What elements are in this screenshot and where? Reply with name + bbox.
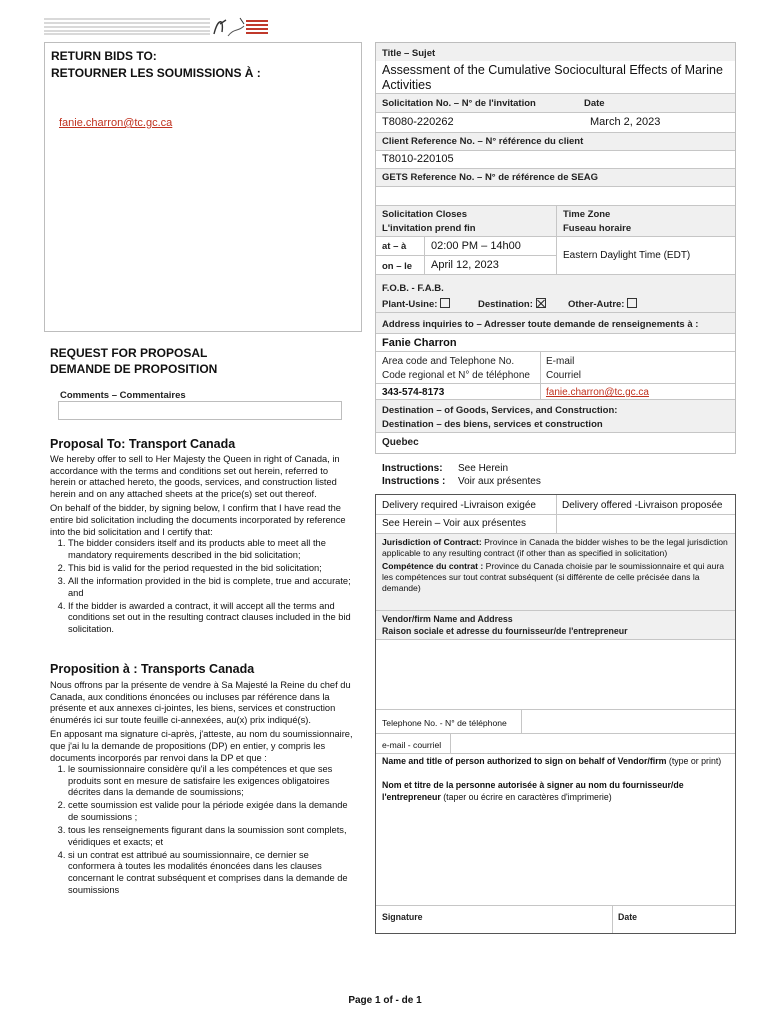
title-label: Title – Sujet xyxy=(382,48,436,59)
fob-destination xyxy=(478,298,546,310)
header-rule-lines xyxy=(44,17,210,35)
jurisdiction-fr xyxy=(382,561,730,594)
proposal-en-list xyxy=(50,538,355,635)
jurisdiction-en-text: Province in Canada the bidder wishes to be the legal jurisdiction applicable to any resulting contract (if other than as specified in solicitation) xyxy=(382,537,728,558)
proposal-fr-body xyxy=(50,680,355,898)
proposal-fr-item: 4. si un contrat est attribué au soumissionnaire, ce dernier se conformera à toutes les modalités énoncées dans les clauses concernant le contrat subséquent et comprises dans la demande de soumissions xyxy=(68,850,355,896)
jurisdiction-fr-text: Province du Canada choisie par le soumissionnaire et qui aura les compétences sur tout contrat subséquent (si différente de celle précisée dans la demande) xyxy=(382,561,724,593)
fob-plant xyxy=(382,298,450,310)
page-number: Page 1 of - de 1 xyxy=(348,995,422,1006)
inquiries-email-label-en: E-mail xyxy=(546,356,575,367)
gets-reference-label: GETS Reference No. – N° de référence de SEAG xyxy=(382,172,599,183)
authorized-person-label-fr-bold: Nom et titre de la personne autorisée à signer au nom du fournisseur/de l'entrepreneur xyxy=(382,780,684,802)
inquiries-label: Address inquiries to – Adresser toute demande de renseignements à : xyxy=(382,319,699,330)
authorized-person-field[interactable] xyxy=(378,807,733,899)
fob-destination-checkbox[interactable] xyxy=(536,298,546,308)
vendor-phone-label: Telephone No. - N° de téléphone xyxy=(382,718,507,728)
solicitation-closes-label-en: Solicitation Closes xyxy=(382,209,467,220)
jurisdiction-en-label: Jurisdiction of Contract: xyxy=(382,537,482,547)
solicitation-number-label: Solicitation No. – N° de l'invitation xyxy=(382,98,536,109)
proposal-fr-item: 2. cette soumission est valide pour la période exigée dans la demande de soumissions ; xyxy=(68,800,355,823)
return-bids-email-link[interactable]: fanie.charron@tc.gc.ca xyxy=(59,117,173,129)
proposal-en-heading: Proposal To: Transport Canada xyxy=(50,437,236,451)
vendor-details-box xyxy=(375,494,736,934)
inquiries-phone-label-fr: Code regional et N° de téléphone xyxy=(382,370,530,381)
jurisdiction-en xyxy=(382,537,730,559)
proposal-en-paragraph-1: We hereby offer to sell to Her Majesty the Queen in right of Canada, in accordance with the terms and conditions set out herein, referred to herein or attached hereto, the goods, services, and construction listed herein and on any attached sheets at the price(s) set out thereof. xyxy=(50,454,340,499)
time-zone-label-fr: Fuseau horaire xyxy=(563,223,632,234)
authorized-person-label-fr xyxy=(382,780,730,803)
proposal-en-item: 1. The bidder considers itself and its products able to meet all the mandatory requirements described in the bid solicitation; xyxy=(68,538,355,561)
solicitation-date-value: March 2, 2023 xyxy=(590,116,661,128)
delivery-required-value: See Herein – Voir aux présentes xyxy=(382,518,526,529)
destination-goods-label-en: Destination – of Goods, Services, and Construction: xyxy=(382,405,618,416)
destination-goods-value: Quebec xyxy=(382,437,419,448)
instructions-label-fr: Instructions : xyxy=(382,476,446,487)
vendor-name-label-en: Vendor/firm Name and Address xyxy=(382,614,513,624)
comments-field[interactable] xyxy=(58,401,342,420)
fob-other-checkbox[interactable] xyxy=(627,298,637,308)
instructions-value-en: See Herein xyxy=(458,463,509,474)
delivery-required-label: Delivery required -Livraison exigée xyxy=(382,500,536,511)
on-label: on – le xyxy=(382,261,413,272)
jurisdiction-fr-label: Compétence du contrat : xyxy=(382,561,484,571)
return-bids-box xyxy=(44,42,362,332)
authorized-person-label-en-text: (type or print) xyxy=(666,756,722,766)
fob-other-label: Other-Autre: xyxy=(568,299,625,310)
proposal-fr-paragraph-1: Nous offrons par la présente de vendre à Sa Majesté la Reine du chef du Canada, aux conditions énoncées ou incluses par référence dans la présente et aux annexes ci-jointes, les biens, services et construction énumérés ici sur toute feuille ci-annexées, au(x) prix indiqué(s). xyxy=(50,680,351,725)
proposal-en-item: 4. If the bidder is awarded a contract, it will accept all the terms and conditions set out in the resulting contract clauses included in the bid solicitation. xyxy=(68,601,355,636)
rfp-heading-fr: DEMANDE DE PROPOSITION xyxy=(50,362,218,376)
proposal-fr-item: 1. le soumissionnaire considère qu'il a les compétences et que ses produits sont en mesure de satisfaire les exigences obligatoires décrites dans la demande de soumissions; xyxy=(68,764,355,799)
closing-date-value: April 12, 2023 xyxy=(431,259,499,271)
return-bids-heading-fr: RETOURNER LES SOUMISSIONS À : xyxy=(51,66,261,80)
authorized-person-label-en xyxy=(382,756,730,768)
inquiries-phone-label-en: Area code and Telephone No. xyxy=(382,356,515,367)
fob-other xyxy=(568,298,637,310)
instructions-block xyxy=(382,462,541,488)
destination-goods-label-fr: Destination – des biens, services et construction xyxy=(382,419,603,430)
solicitation-number-value: T8080-220262 xyxy=(382,116,454,128)
inquiries-email-link[interactable]: fanie.charron@tc.gc.ca xyxy=(546,387,649,398)
inquiries-phone-label xyxy=(382,355,530,383)
fob-plant-label: Plant-Usine: xyxy=(382,299,438,310)
fob-label: F.O.B. - F.A.B. xyxy=(382,283,444,294)
return-bids-heading-en: RETURN BIDS TO: xyxy=(51,49,157,63)
fob-plant-checkbox[interactable] xyxy=(440,298,450,308)
closing-time-value: 02:00 PM – 14h00 xyxy=(431,240,521,252)
time-zone-value: Eastern Daylight Time (EDT) xyxy=(563,250,691,261)
vendor-name-address-field[interactable] xyxy=(378,641,733,707)
instructions-value-fr: Voir aux présentes xyxy=(458,476,541,487)
vendor-email-field[interactable] xyxy=(451,734,733,752)
proposal-en-paragraph-2: On behalf of the bidder, by signing below, I confirm that I have read the entire bid solicitation including the documents incorporated by reference into the bid solicitation and I certify that: xyxy=(50,503,346,537)
client-reference-label: Client Reference No. – N° référence du client xyxy=(382,136,584,147)
fob-destination-label: Destination: xyxy=(478,299,533,310)
proposal-fr-heading: Proposition à : Transports Canada xyxy=(50,662,255,676)
solicitation-closes-label-fr: L'invitation prend fin xyxy=(382,223,476,234)
authorized-person-label-fr-text: (taper ou écrire en caractères d'imprimerie) xyxy=(440,791,612,802)
delivery-offered-label: Delivery offered -Livraison proposée xyxy=(562,500,723,511)
proposal-fr-paragraph-2: En apposant ma signature ci-après, j'atteste, au nom du soumissionnaire, que j'ai lu la demande de propositions (DP) en entier, y compris les documents incorporés par renvoi dans la DP et que : xyxy=(50,729,353,763)
inquiries-contact-name: Fanie Charron xyxy=(382,337,457,349)
rfp-heading-en: REQUEST FOR PROPOSAL xyxy=(50,346,208,360)
vendor-name-label-fr: Raison sociale et adresse du fournisseur/de l'entrepreneur xyxy=(382,626,628,636)
inquiries-phone-value: 343-574-8173 xyxy=(382,387,445,398)
proposal-en-item: 3. All the information provided in the bid is complete, true and accurate; and xyxy=(68,576,355,599)
solicitation-date-label: Date xyxy=(584,98,605,109)
time-zone-label-en: Time Zone xyxy=(563,209,611,220)
title-value: Assessment of the Cumulative Sociocultural Effects of Marine Activities xyxy=(382,63,723,92)
signature-date-label: Date xyxy=(618,912,638,922)
instructions-label-en: Instructions: xyxy=(382,463,443,474)
inquiries-email-label-fr: Courriel xyxy=(546,370,582,381)
vendor-email-label: e-mail - courriel xyxy=(382,740,442,750)
government-logo-icon xyxy=(210,14,270,40)
proposal-en-item: 2. This bid is valid for the period requested in the bid solicitation; xyxy=(68,563,355,575)
solicitation-details-box xyxy=(375,42,736,454)
proposal-fr-list xyxy=(50,764,355,896)
vendor-phone-field[interactable] xyxy=(522,710,733,732)
delivery-offered-field[interactable] xyxy=(557,515,735,533)
proposal-fr-item: 3. tous les renseignements figurant dans la soumission sont complets, véridiques et exacts; et xyxy=(68,825,355,848)
authorized-person-label-en-bold: Name and title of person authorized to sign on behalf of Vendor/firm xyxy=(382,756,667,766)
client-reference-value: T8010-220105 xyxy=(382,153,454,165)
signature-label: Signature xyxy=(382,912,423,922)
comments-label: Comments – Commentaires xyxy=(60,390,186,401)
at-label: at – à xyxy=(382,241,407,252)
inquiries-email-label xyxy=(546,355,581,383)
proposal-en-body xyxy=(50,454,355,637)
